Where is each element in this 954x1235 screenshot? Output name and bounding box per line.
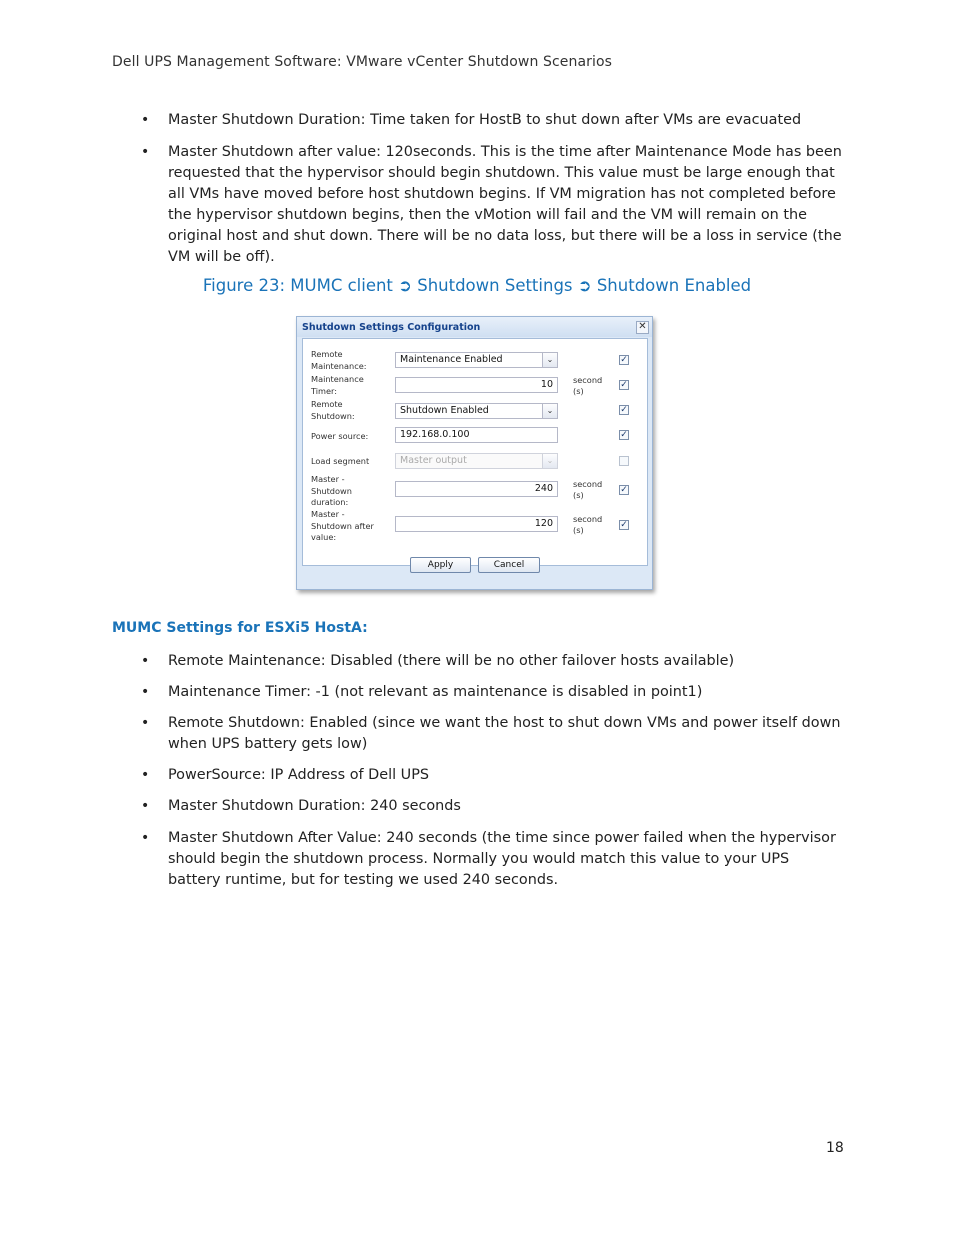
list-item-text: Remote Shutdown: Enabled (since we want the host to shut down VMs and power itself down when UPS battery gets low): [168, 715, 841, 752]
remote-maintenance-checkbox[interactable]: ✓: [620, 355, 628, 365]
list-item-text: PowerSource: IP Address of Dell UPS: [168, 767, 430, 783]
settings-bullet-list: [0, 651, 954, 891]
list-item: [0, 142, 954, 268]
power-source-checkbox[interactable]: ✓: [620, 430, 628, 440]
list-item: [0, 110, 954, 131]
load-segment-select: [395, 453, 558, 469]
list-item-text: Master Shutdown Duration: 240 seconds: [168, 798, 461, 814]
load-segment-label: Load segment: [311, 456, 370, 466]
section-heading: MUMC Settings for ESXi5 HostA:: [112, 620, 368, 636]
close-icon[interactable]: ✕: [636, 321, 649, 334]
bullet-icon: •: [141, 715, 150, 731]
list-item-text: Master Shutdown Duration: Time taken for HostB to shut down after VMs are evacuated: [168, 112, 802, 128]
chevron-down-icon: ⌄: [542, 454, 557, 468]
power-source-input[interactable]: 192.168.0.100: [395, 427, 558, 443]
dialog-body: [302, 338, 648, 566]
list-item: [0, 651, 954, 672]
load-segment-value: Master output: [400, 455, 467, 466]
bullet-icon: •: [141, 653, 150, 669]
remote-shutdown-label: Remote Shutdown:: [311, 399, 355, 421]
chevron-down-icon[interactable]: ⌄: [542, 404, 557, 418]
list-item: [0, 682, 954, 703]
list-item: [0, 713, 954, 755]
list-item-text: Master Shutdown after value: 120seconds. This is the time after Maintenance Mode has been requested that the hypervisor should begin shutdown. This value must be large enough that all VMs have moved before host shutdown begins. If VM migration has not completed before the hypervisor shutdown begins, then the vMotion will fail and the VM will remain on the original host and shut down. There will be no data loss, but there will be a loss in service (the VM will be off).: [168, 144, 842, 265]
master-shutdown-duration-label: Master - Shutdown duration:: [311, 474, 352, 507]
bullet-icon: •: [141, 830, 150, 846]
list-item-text: Master Shutdown After Value: 240 seconds (the time since power failed when the hypervisor should begin the shutdown process. Normally you would match this value to your UPS battery runtime, but for testing we used 240 seconds.: [168, 830, 836, 888]
list-item-text: Maintenance Timer: -1 (not relevant as maintenance is disabled in point1): [168, 684, 703, 700]
remote-shutdown-checkbox[interactable]: ✓: [620, 405, 628, 415]
dialog-title: Shutdown Settings Configuration: [302, 322, 481, 333]
remote-shutdown-value: Shutdown Enabled: [400, 405, 489, 416]
remote-maintenance-label: Remote Maintenance:: [311, 349, 367, 371]
apply-button[interactable]: Apply: [410, 557, 471, 573]
remote-shutdown-select[interactable]: [395, 403, 558, 419]
maintenance-timer-unit: second (s): [573, 375, 603, 396]
intro-bullet-list: [0, 110, 954, 268]
master-shutdown-duration-input[interactable]: 240: [395, 481, 558, 497]
page-header: Dell UPS Management Software: VMware vCenter Shutdown Scenarios: [112, 54, 613, 70]
master-shutdown-after-checkbox[interactable]: ✓: [620, 520, 628, 530]
figure-caption: Figure 23: MUMC client ➲ Shutdown Settings ➲ Shutdown Enabled: [202, 276, 752, 295]
cancel-button[interactable]: Cancel: [478, 557, 540, 573]
power-source-label: Power source:: [311, 431, 369, 441]
dialog-titlebar: [297, 317, 652, 337]
master-shutdown-after-input[interactable]: 120: [395, 516, 558, 532]
bullet-icon: •: [141, 144, 150, 160]
maintenance-timer-label: Maintenance Timer:: [311, 374, 364, 396]
bullet-icon: •: [141, 112, 150, 128]
maintenance-timer-input[interactable]: 10: [395, 377, 558, 393]
master-shutdown-after-unit: second (s): [573, 514, 603, 535]
list-item-text: Remote Maintenance: Disabled (there will be no other failover hosts available): [168, 653, 735, 669]
maintenance-timer-checkbox[interactable]: ✓: [620, 380, 628, 390]
page-number: 18: [826, 1140, 844, 1156]
load-segment-checkbox[interactable]: [619, 456, 629, 466]
bullet-icon: •: [141, 798, 150, 814]
bullet-icon: •: [141, 767, 150, 783]
chevron-down-icon[interactable]: ⌄: [542, 353, 557, 367]
master-shutdown-duration-unit: second (s): [573, 479, 603, 500]
list-item: [0, 765, 954, 786]
bullet-icon: •: [141, 684, 150, 700]
master-shutdown-after-label: Master - Shutdown after value:: [311, 509, 374, 542]
list-item: [0, 796, 954, 817]
remote-maintenance-select[interactable]: [395, 352, 558, 368]
list-item: [0, 828, 954, 891]
shutdown-settings-dialog: [296, 316, 653, 590]
master-shutdown-duration-checkbox[interactable]: ✓: [620, 485, 628, 495]
remote-maintenance-value: Maintenance Enabled: [400, 354, 503, 365]
